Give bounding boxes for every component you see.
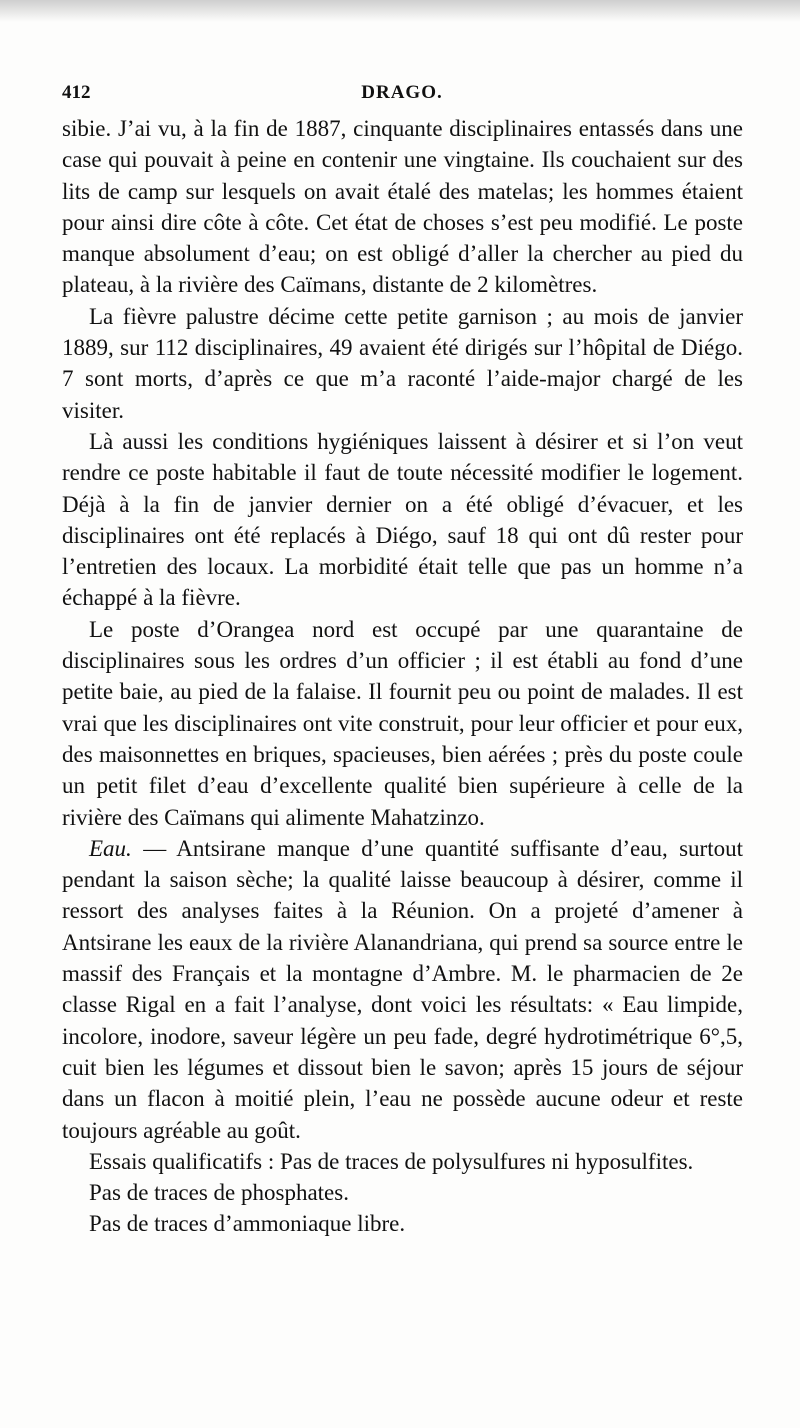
paragraph-text: Pas de traces de phosphates. bbox=[89, 1180, 349, 1206]
page-header bbox=[62, 82, 742, 110]
page-number: 412 bbox=[62, 82, 91, 103]
paragraph-text: Pas de traces d’ammoniaque libre. bbox=[89, 1211, 406, 1237]
paragraph bbox=[62, 833, 743, 1146]
body-text bbox=[62, 113, 743, 1240]
paragraph-text: La fièvre palustre décime cette petite garnison ; au mois de janvier 1889, sur 112 disciplinaires, 49 avaient été dirigés sur l’hôpital de Diégo. 7 sont morts, d’après ce que m’a raconté l’aide-major chargé de les visiter. bbox=[62, 303, 743, 423]
paragraph bbox=[62, 614, 743, 833]
paragraph bbox=[62, 113, 743, 301]
paragraph-text: Là aussi les conditions hygiéniques laissent à désirer et si l’on veut rendre ce poste habitable il faut de toute nécessité modifier le logement. Déjà à la fin de janvier dernier on a été obligé d’évacuer, et les disciplinaires ont été replacés à Diégo, sauf 18 qui ont dû rester pour l’entretien des locaux. La morbidité était telle que pas un homme n’a échappé à la fièvre. bbox=[62, 428, 743, 611]
paragraph-text: sibie. J’ai vu, à la fin de 1887, cinquante disciplinaires entassés dans une case qui pouvait à peine en contenir une vingtaine. Ils couchaient sur des lits de camp sur lesquels on avait étalé des matelas; les hommes étaient pour ainsi dire côte à côte. Cet état de choses s’est peu modifié. Le poste manque absolument d’eau; on est obligé d’aller la chercher au pied du plateau, à la rivière des Caïmans, distante de 2 kilomètres. bbox=[62, 116, 743, 298]
scan-edge-shadow bbox=[0, 0, 800, 22]
paragraph bbox=[62, 1208, 743, 1239]
paragraph bbox=[62, 1177, 743, 1208]
paragraph-lead: Eau. bbox=[89, 835, 132, 861]
running-title: DRAGO. bbox=[361, 82, 443, 103]
paragraph bbox=[62, 426, 743, 614]
paragraph bbox=[62, 1146, 743, 1177]
paragraph bbox=[62, 301, 743, 426]
paragraph-text: — Antsirane manque d’une quantité suffisante d’eau, surtout pendant la saison sèche; la qualité laisse beaucoup à désirer, comme il ressort des analyses faites à la Réunion. On a projeté d’amener à Antsirane les eaux de la rivière Alanandriana, qui prend sa source entre le massif des Français et la montagne d’Ambre. M. le pharmacien de 2e classe Rigal en a fait l’analyse, dont voici les résultats: « Eau limpide, incolore, inodore, saveur légère un peu fade, degré hydrotimétrique 6°,5, cuit bien les légumes et dissout bien le savon; après 15 jours de séjour dans un flacon à moitié plein, l’eau ne possède aucune odeur et reste toujours agréable au goût. bbox=[62, 835, 743, 1143]
paragraph-text: Essais qualificatifs : Pas de traces de polysulfures ni hyposulfites. bbox=[89, 1148, 694, 1174]
paragraph-text: Le poste d’Orangea nord est occupé par une quarantaine de disciplinaires sous les ordres d’un officier ; il est établi au fond d’une petite baie, au pied de la falaise. Il fournit peu ou point de malades. Il est vrai que les disciplinaires ont vite construit, pour leur officier et pour eux, des maisonnettes en briques, spacieuses, bien aérées ; près du poste coule un petit filet d’eau d’excellente qualité bien supérieure à celle de la rivière des Caïmans qui alimente Mahatzinzo. bbox=[62, 616, 743, 830]
